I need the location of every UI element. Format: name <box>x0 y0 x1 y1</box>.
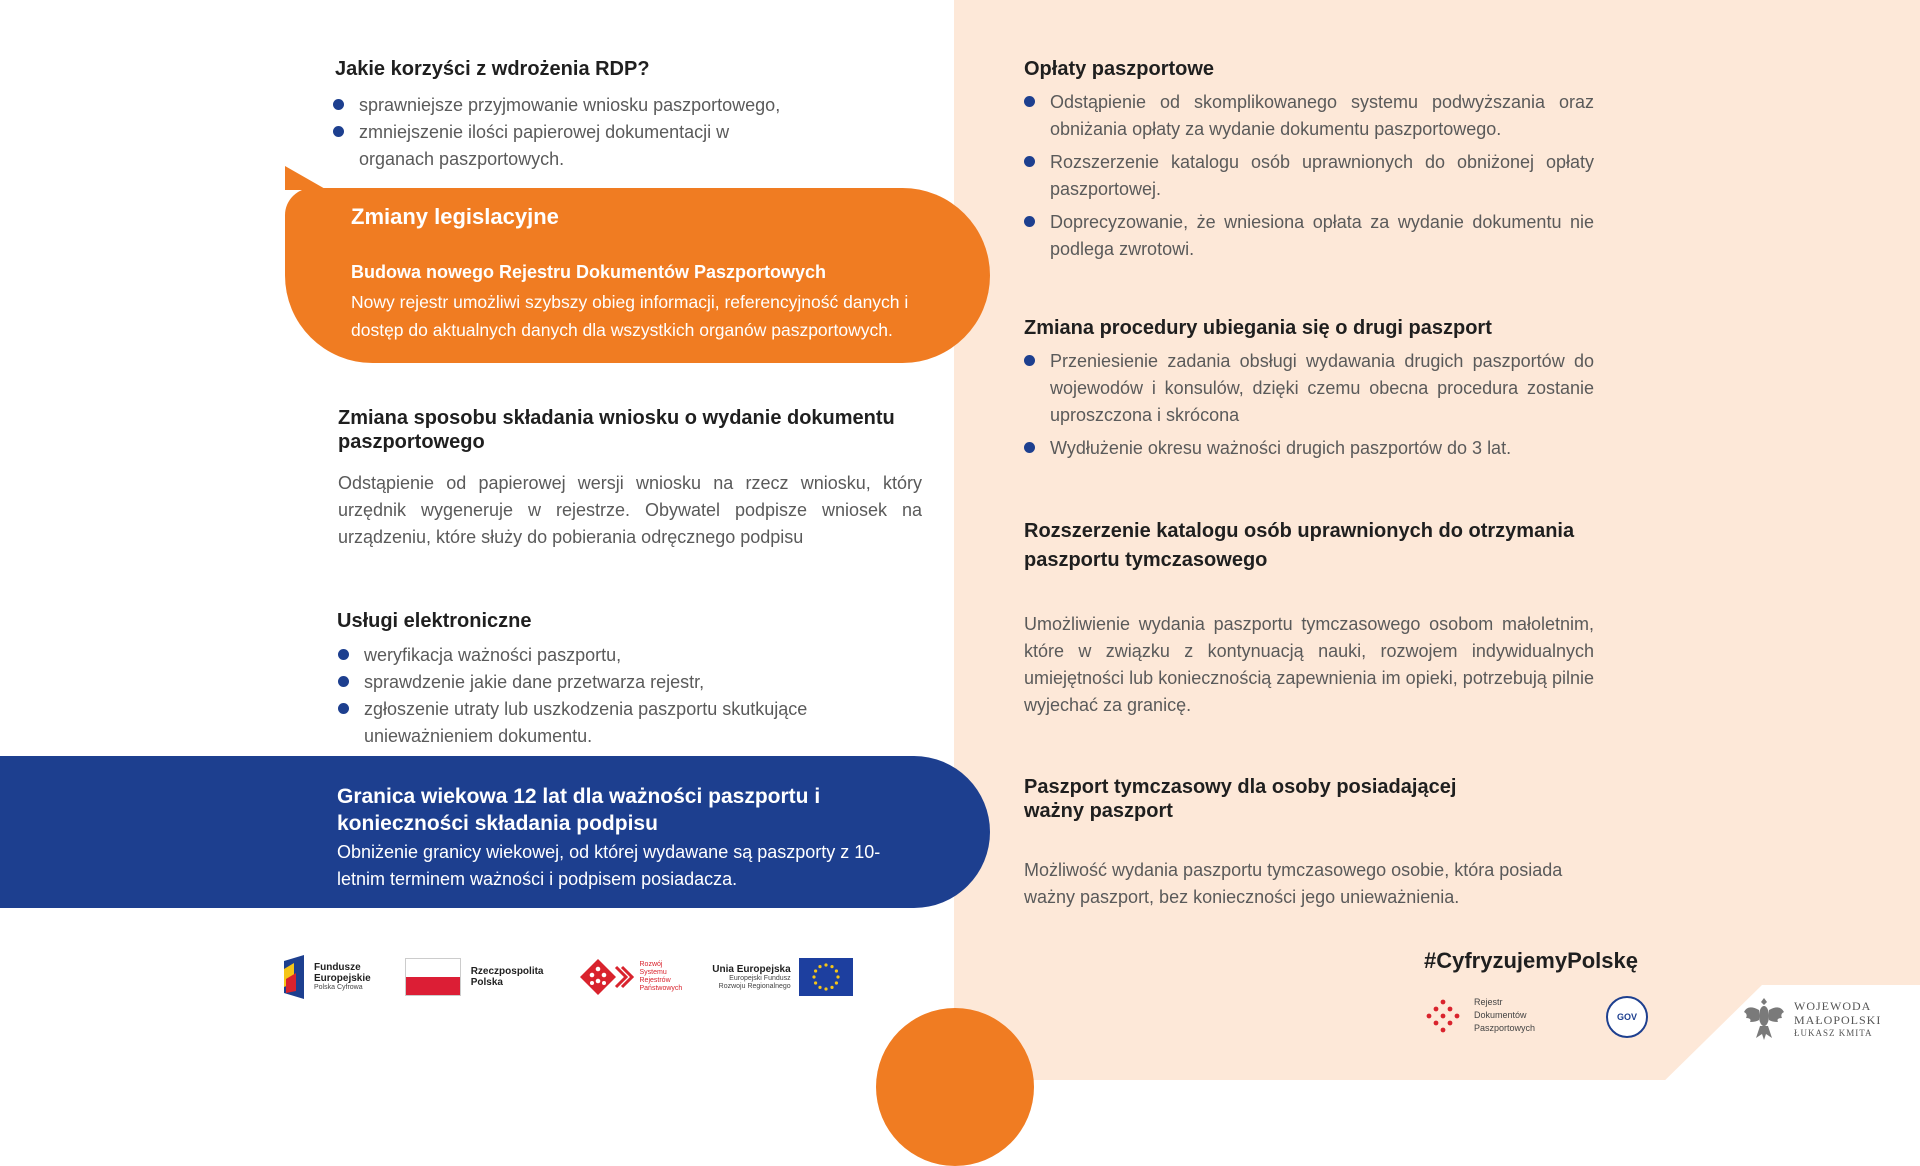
eu-flag-icon <box>799 958 853 996</box>
legislative-subtitle: Budowa nowego Rejestru Dokumentów Paszportowych <box>351 262 827 282</box>
rp-logo: Rzeczpospolita Polska <box>405 958 544 996</box>
fe-logo: Fundusze Europejskie Polska Cyfrowa <box>282 955 371 999</box>
list-item: Wydłużenie okresu ważności drugich paszportów do 3 lat. <box>1024 435 1594 462</box>
temp-catalog-text: Umożliwienie wydania paszportu tymczasowego osobom małoletnim, które w związku z kontynuacją nauki, rozwojem indywidualnych umiejętności lub koniecznością zapewnienia im opieki, potrzebują pilnie wyjechać za granicę. <box>1024 614 1594 715</box>
application-change-text: Odstąpienie od papierowej wersji wniosku na rzecz wniosku, który urzędnik wygeneruje w rejestrze. Obywatel podpisze wniosek na urządzeniu, które służy do pobierania odręcznego podpisu <box>338 473 922 547</box>
polish-flag-icon <box>405 958 461 996</box>
legislative-text: Nowy rejestr umożliwi szybszy obieg informacji, referencyjność danych i dostęp do aktualnych danych dla wszystkich organów paszportowych. <box>351 292 909 340</box>
list-item: zgłoszenie utraty lub uszkodzenia paszportu skutkujące unieważnieniem dokumentu. <box>338 696 858 750</box>
rdp-benefits-heading: Jakie korzyści z wdrożenia RDP? <box>335 58 650 80</box>
rsp-logo: Rozwój Systemu Rejestrów Państwowych <box>578 957 683 997</box>
age-limit-title: Granica wiekowa 12 lat dla ważności paszportu i konieczności składania podpisu <box>337 785 821 835</box>
eu-logo: Unia Europejska Europejski Fundusz Rozwoju Regionalnego <box>712 958 852 996</box>
hashtag: #CyfryzujemyPolskę <box>1424 948 1638 973</box>
application-change-heading: Zmiana sposobu składania wniosku o wydanie dokumentu paszportowego <box>338 407 895 453</box>
temp-catalog-heading: Rozszerzenie katalogu osób uprawnionych do otrzymania paszportu tymczasowego <box>1024 520 1575 571</box>
bullet-icon <box>338 649 349 660</box>
bullet-icon <box>333 126 344 137</box>
decorative-circle <box>876 1008 1034 1166</box>
bullet-icon <box>333 99 344 110</box>
second-passport-heading: Zmiana procedury ubiegania się o drugi paszport <box>1024 317 1492 339</box>
rsp-logo-icon <box>578 957 634 997</box>
list-item: zmniejszenie ilości papierowej dokumentacji w organach paszportowych. <box>333 119 769 173</box>
bullet-icon <box>1024 216 1035 227</box>
e-services-heading: Usługi elektroniczne <box>337 610 532 632</box>
voivode-logo: WOJEWODA MAŁOPOLSKI ŁUKASZ KMITA <box>1742 994 1881 1044</box>
bullet-icon <box>1024 96 1035 107</box>
second-passport-list <box>1024 348 1594 468</box>
list-item: sprawniejsze przyjmowanie wniosku paszportowego, <box>333 92 833 119</box>
list-item: Doprecyzowanie, że wniesiona opłata za wydanie dokumentu nie podlega zwrotowi. <box>1024 209 1594 263</box>
list-item: sprawdzenie jakie dane przetwarza rejestr, <box>338 669 858 696</box>
e-services-list <box>338 642 858 750</box>
fe-logo-icon <box>282 955 306 999</box>
list-item: Rozszerzenie katalogu osób uprawnionych do obniżonej opłaty paszportowej. <box>1024 149 1594 203</box>
funding-logos <box>282 952 902 1002</box>
bullet-icon <box>1024 442 1035 453</box>
list-item: weryfikacja ważności paszportu, <box>338 642 858 669</box>
eagle-emblem-icon <box>1742 994 1786 1044</box>
bullet-icon <box>338 676 349 687</box>
legislative-title: Zmiany legislacyjne <box>351 204 559 229</box>
rdp-logo: Rejestr Dokumentów Paszportowych <box>1426 996 1535 1035</box>
rdp-logo-icon <box>1426 997 1460 1035</box>
speech-tail <box>285 166 327 190</box>
list-item: Przeniesienie zadania obsługi wydawania drugich paszportów do wojewodów i konsulów, dzięki czemu obecna procedura zostanie uproszczona i skrócona <box>1024 348 1594 429</box>
bullet-icon <box>1024 355 1035 366</box>
temp-holder-heading: Paszport tymczasowy dla osoby posiadającej ważny paszport <box>1024 776 1457 822</box>
rdp-benefits-list <box>333 92 833 173</box>
fees-list <box>1024 89 1594 269</box>
fees-heading: Opłaty paszportowe <box>1024 58 1215 80</box>
temp-holder-text: Możliwość wydania paszportu tymczasowego osobie, która posiada ważny paszport, bez konieczności jego unieważnienia. <box>1024 860 1563 907</box>
bullet-icon <box>338 703 349 714</box>
list-item: Odstąpienie od skomplikowanego systemu podwyższania oraz obniżania opłaty za wydanie dokumentu paszportowego. <box>1024 89 1594 143</box>
age-limit-text: Obniżenie granicy wiekowej, od której wydawane są paszporty z 10-letnim terminem ważności i podpisem posiadacza. <box>337 842 881 889</box>
bullet-icon <box>1024 156 1035 167</box>
gov-badge-icon: GOV <box>1606 996 1648 1038</box>
